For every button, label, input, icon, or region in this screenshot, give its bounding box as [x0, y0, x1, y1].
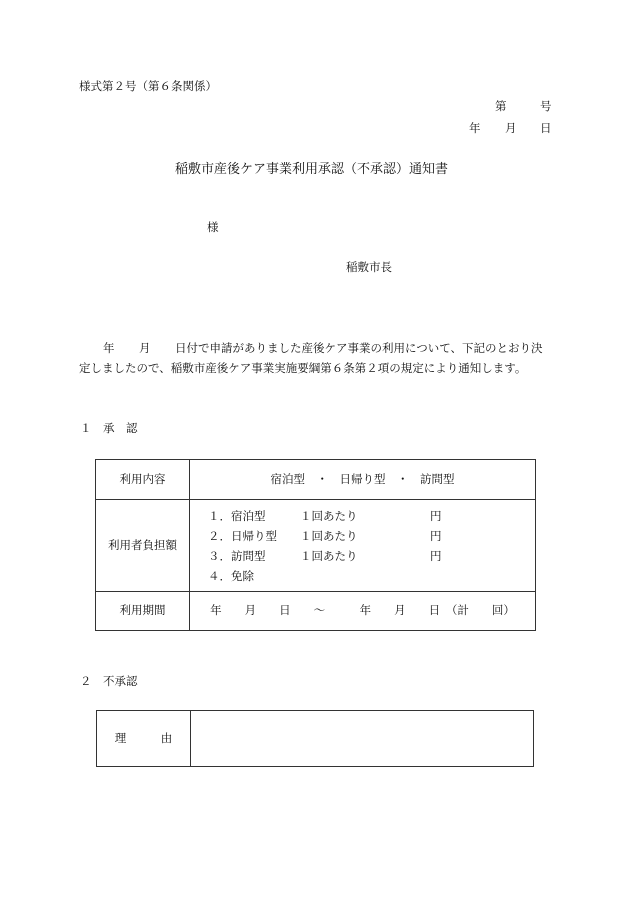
table-row	[96, 592, 536, 631]
fee-per: １回あたり	[300, 549, 358, 563]
approval-table	[95, 459, 536, 631]
document-number-suffix: 号	[540, 99, 552, 113]
fee-item	[208, 571, 430, 583]
user-burden-value	[190, 500, 536, 592]
section-rejection-heading: ２ 不承認	[80, 674, 138, 688]
body-year: 年	[103, 341, 115, 355]
reason-label: 理 由	[97, 711, 191, 767]
document-number-prefix: 第	[495, 99, 507, 113]
table-row	[96, 460, 536, 500]
page-title: 稲敷市産後ケア事業利用承認（不承認）通知書	[175, 162, 449, 177]
body-line-2: 定しましたので、稲敷市産後ケア事業実施要綱第６条第２項の規定により通知します。	[79, 361, 527, 375]
date-day: 日	[540, 121, 552, 135]
usage-content-value: 宿泊型 ・ 日帰り型 ・ 訪問型	[190, 460, 536, 500]
usage-period-value: 年 月 日 ～ 年 月 日 （計 回）	[190, 592, 536, 631]
fee-unit: 円	[430, 549, 442, 563]
user-burden-label: 利用者負担額	[96, 500, 190, 592]
fee-list	[190, 500, 535, 591]
fee-item	[208, 531, 442, 543]
fee-per: １回あたり	[300, 509, 358, 523]
table-row	[97, 711, 534, 767]
form-number: 様式第２号（第６条関係）	[79, 79, 217, 93]
body-line-1: 日付で申請がありました産後ケア事業の利用について、下記のとおり決	[175, 341, 543, 355]
issuer-name: 稲敷市長	[346, 260, 392, 274]
fee-unit: 円	[430, 509, 442, 523]
usage-content-label: 利用内容	[96, 460, 190, 500]
recipient-honorific: 様	[207, 220, 219, 234]
rejection-table	[96, 710, 534, 767]
fee-name: １．宿泊型	[208, 509, 266, 523]
fee-item	[208, 551, 442, 563]
reason-value	[191, 711, 534, 767]
date-month: 月	[505, 121, 517, 135]
fee-per: １回あたり	[300, 529, 358, 543]
body-month: 月	[139, 341, 151, 355]
fee-name: ２．日帰り型	[208, 529, 277, 543]
usage-period-label: 利用期間	[96, 592, 190, 631]
date-year: 年	[469, 121, 481, 135]
fee-unit: 円	[430, 529, 442, 543]
fee-name: ３．訪問型	[208, 549, 266, 563]
table-row	[96, 500, 536, 592]
section-approval-heading: １ 承 認	[80, 421, 138, 435]
fee-name: ４．免除	[208, 569, 254, 583]
fee-item	[208, 511, 442, 523]
